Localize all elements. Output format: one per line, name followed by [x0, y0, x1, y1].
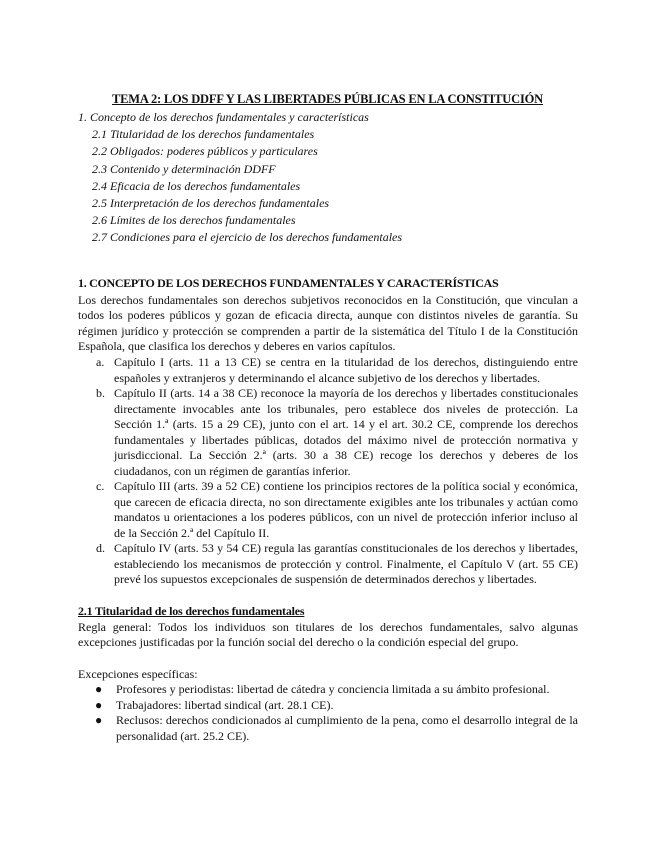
list-item — [78, 541, 578, 588]
toc-item: 2.3 Contenido y determinación DDFF — [92, 161, 276, 176]
list-marker: b. — [96, 386, 105, 400]
list-item — [78, 479, 578, 541]
bullet-icon: ● — [95, 713, 103, 727]
toc-item: 2.5 Interpretación de los derechos fundamentales — [92, 195, 330, 210]
table-of-contents — [78, 109, 598, 247]
toc-item: 2.1 Titularidad de los derechos fundamentales — [92, 127, 315, 142]
toc-item: 1. Concepto de los derechos fundamentales y características — [78, 110, 369, 124]
list-item-text: Capítulo IV (arts. 53 y 54 CE) regula las garantías constitucionales de los derechos y libertades, estableciendo los mecanismos de protección y control. Finalmente, el Capítulo V (art. 55 CE) prevé los supuestos excepcionales de suspensión de determinados derechos y libertades. — [114, 541, 578, 586]
list-marker: a. — [96, 355, 105, 369]
list-marker: c. — [96, 479, 105, 493]
exception-text: Reclusos: derechos condicionados al cumplimiento de la pena, como el desarrollo integral de la personalidad (art. 25.2 CE). — [116, 713, 578, 743]
general-rule: Regla general: Todos los individuos son titulares de los derechos fundamentales, salvo algunas excepciones justificadas por la función social del derecho o la condición especial del grupo. — [78, 619, 578, 649]
document-title: TEMA 2: LOS DDFF Y LAS LIBERTADES PÚBLICAS EN LA CONSTITUCIÓN — [112, 92, 543, 106]
bullet-icon: ● — [95, 697, 103, 712]
exception-item — [78, 713, 578, 744]
toc-item: 2.2 Obligados: poderes públicos y particulares — [92, 144, 318, 159]
exceptions-label: Excepciones específicas: — [78, 666, 198, 681]
list-item-text: Capítulo I (arts. 11 a 13 CE) se centra en la titularidad de los derechos, distinguiendo entre españoles y extranjeros y determinando el alcance subjetivo de los derechos y libertades. — [114, 355, 578, 385]
list-item — [78, 386, 578, 479]
chapter-list — [78, 355, 578, 588]
section-heading: 1. CONCEPTO DE LOS DERECHOS FUNDAMENTALES Y CARACTERÍSTICAS — [78, 276, 499, 290]
exception-text: Profesores y periodistas: libertad de cátedra y conciencia limitada a su ámbito profesional. — [116, 682, 550, 696]
list-item-text: Capítulo II (arts. 14 a 38 CE) reconoce la mayoría de los derechos y libertades constitucionales directamente invocables ante los tribunales, pero establece dos niveles de protección. La Sección 1.ª (arts. 15 a 29 CE), junto con el art. 14 y el art. 30.2 CE, comprende los derechos fundamentales y libertades públicas, dotados del máximo nivel de protección normativa y jurisdiccional. La Sección 2.ª (arts. 30 a 38 CE) recoge los derechos y deberes de los ciudadanos, con un régimen de garantías inferior. — [114, 386, 578, 478]
section-1 — [78, 276, 578, 355]
toc-item: 2.6 Límites de los derechos fundamentales — [92, 213, 296, 228]
list-item-text: Capítulo III (arts. 39 a 52 CE) contiene los principios rectores de la política social y económica, que carecen de eficacia directa, no son directamente exigibles ante los tribunales y actúan como mandatos u orientaciones a los poderes públicos, con un nivel de protección inferior incluso al de la Sección 2.ª del Capítulo II. — [114, 479, 578, 540]
section-intro: Los derechos fundamentales son derechos subjetivos reconocidos en la Constitución, que vinculan a todos los poderes públicos y gozan de eficacia directa, aunque con distintos niveles de garantía. Su régimen jurídico y protección se comprenden a partir de la sistemática del Título I de la Constitución Española, que clasifica los derechos y deberes en varios capítulos. — [78, 292, 578, 353]
toc-item: 2.4 Eficacia de los derechos fundamentales — [92, 178, 301, 193]
exception-item — [78, 698, 578, 714]
list-item — [78, 355, 578, 386]
exception-item — [78, 682, 578, 698]
exception-text: Trabajadores: libertad sindical (art. 28.1 CE). — [116, 697, 334, 712]
section-2-1 — [78, 604, 578, 744]
subsection-heading: 2.1 Titularidad de los derechos fundamentales — [78, 604, 305, 618]
bullet-icon: ● — [95, 682, 103, 696]
toc-item: 2.7 Condiciones para el ejercicio de los derechos fundamentales — [92, 230, 403, 245]
list-marker: d. — [96, 541, 105, 555]
